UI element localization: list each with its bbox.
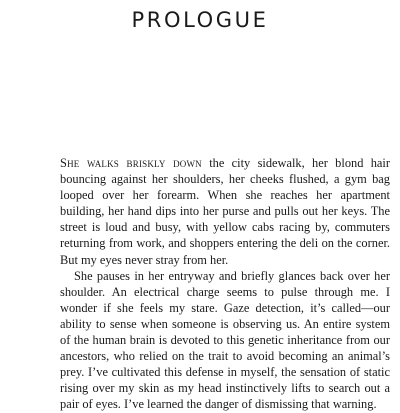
body-text	[60, 155, 390, 413]
paragraph-1-text: the city sidewalk, her blond hair bouncing against her shoulders, her cheeks flushed, a gym bag looped over her forearm. When she reaches her apartment building, her hand dips into her purse and pulls out her keys. The street is loud and busy, with yellow cabs racing by, commuters returning from work, and shoppers entering the deli on the corner. But my eyes never stray from her.	[60, 156, 390, 267]
paragraph-1	[60, 155, 390, 268]
chapter-title: PROLOGUE	[131, 8, 269, 32]
paragraph-2: She pauses in her entryway and briefly glances back over her shoulder. An electrical charge seems to pulse through me. I wonder if she feels my stare. Gaze detection, it’s called—our ability to sense when someone is observing us. An entire system of the human brain is devoted to this genetic inheritance from our ancestors, who relied on the trait to avoid becoming an animal’s prey. I’ve cultivated this defense in myself, the sensation of static rising over my skin as my head instinctively lifts to search out a pair of eyes. I’ve learned the danger of dismissing that warning.	[60, 268, 390, 412]
paragraph-lead-in: She walks briskly down	[60, 156, 202, 170]
